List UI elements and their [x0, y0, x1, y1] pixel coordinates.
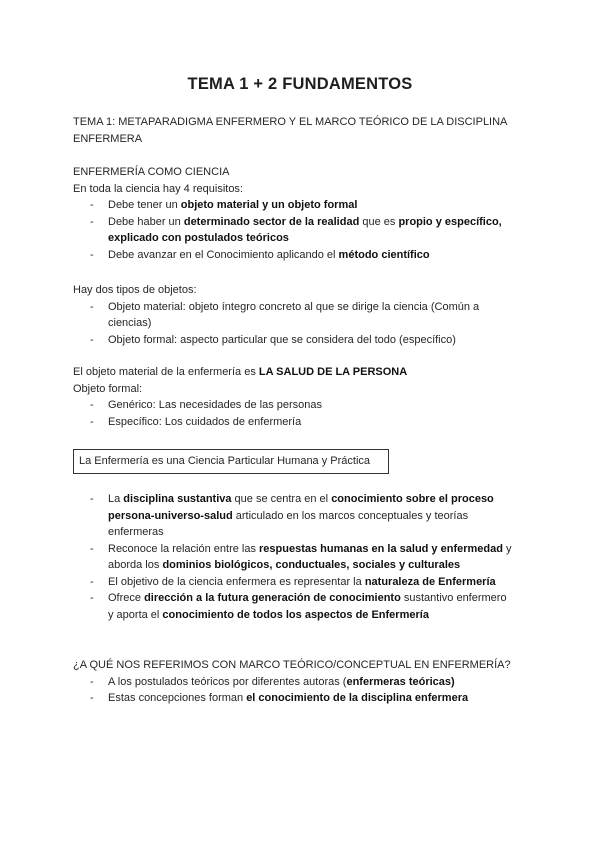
list-item	[73, 574, 528, 591]
list-item	[73, 197, 528, 214]
bold-text: objeto material y un objeto formal	[180, 199, 358, 211]
bullet-dash: -	[90, 493, 94, 505]
text: El objeto material de la enfermería es	[73, 366, 259, 378]
marco-heading: ¿A QUÉ NOS REFERIMOS CON MARCO TEÓRICO/CONCEPTUAL EN ENFERMERÍA?	[73, 659, 511, 671]
bold-text: respuestas humanas en la salud y enfermedad	[259, 542, 503, 555]
bold-text: método científico	[338, 248, 430, 261]
text: que es	[359, 215, 399, 228]
text: aborda los	[108, 559, 163, 571]
bullet-dash: -	[90, 675, 94, 688]
text: enfermeras	[108, 526, 164, 538]
ciencia-heading: ENFERMERÍA COMO CIENCIA	[73, 166, 230, 178]
bold-text: determinado sector de la realidad	[183, 215, 360, 228]
bullet-dash: -	[90, 415, 94, 428]
marco-section	[73, 657, 528, 707]
bold-text: LA SALUD DE LA PERSONA	[258, 366, 408, 378]
bullet-dash: -	[90, 575, 94, 588]
list-item	[73, 541, 528, 574]
list-item	[73, 414, 528, 431]
ciencia-section	[73, 164, 528, 263]
disciplina-section	[73, 491, 528, 623]
bullet-dash: -	[90, 300, 94, 313]
text: Objeto material: objeto íntegro concreto al que se dirige la ciencia (Común a	[108, 300, 480, 313]
list-item	[73, 397, 528, 414]
text: El objetivo de la ciencia enfermera es representar la	[108, 575, 365, 588]
bullet-dash: -	[90, 542, 94, 555]
text: La	[108, 493, 124, 505]
bullet-dash: -	[90, 399, 94, 411]
section-heading	[73, 114, 528, 147]
objetos-intro: Hay dos tipos de objetos:	[73, 284, 197, 296]
list-item	[73, 690, 528, 707]
text: Específico: Los cuidados de enfermería	[108, 415, 302, 428]
bold-text: persona-universo-salud	[108, 509, 233, 522]
text: Reconoce la relación entre las	[108, 542, 260, 555]
text: que se centra en el	[231, 493, 332, 505]
bold-text: conocimiento de todos los aspectos de Enfermería	[162, 608, 429, 621]
list-item	[73, 332, 528, 349]
text: Debe haber un	[108, 215, 184, 228]
bullet-dash: -	[90, 692, 94, 704]
list-item	[73, 247, 528, 264]
bold-text: enfermeras teóricas)	[346, 675, 455, 688]
bold-text: dominios biológicos, conductuales, sociales y culturales	[162, 559, 461, 571]
text: Ofrece	[108, 592, 145, 604]
list-item	[73, 214, 528, 247]
objetos-section	[73, 282, 528, 348]
bold-text: conocimiento sobre el proceso	[331, 493, 494, 505]
boxed-statement: La Enfermería es una Ciencia Particular Humana y Práctica	[73, 449, 389, 474]
list-item	[73, 674, 528, 691]
bullet-dash: -	[90, 215, 94, 228]
bold-text: propio y específico,	[398, 215, 502, 228]
salud-line-1	[73, 364, 528, 381]
page-title: TEMA 1 + 2 FUNDAMENTOS	[187, 75, 413, 93]
list-item	[73, 491, 528, 541]
text: Estas concepciones forman	[108, 692, 247, 704]
bullet-dash: -	[90, 248, 94, 261]
salud-section	[73, 364, 528, 430]
text: Objeto formal: aspecto particular que se considera del todo (específico)	[108, 333, 456, 346]
bullet-dash: -	[90, 592, 94, 604]
list-item	[73, 299, 528, 332]
text: y aporta el	[108, 608, 163, 621]
bold-text: explicado con postulados teóricos	[108, 232, 289, 244]
bullet-dash: -	[90, 333, 94, 346]
section-heading-line-1: TEMA 1: METAPARADIGMA ENFERMERO Y EL MARCO TEÓRICO DE LA DISCIPLINA	[73, 116, 508, 128]
text: ciencias)	[108, 317, 152, 329]
text: A los postulados teóricos por diferentes autoras (	[108, 675, 347, 688]
text: Genérico: Las necesidades de las personas	[108, 399, 323, 411]
bold-text: dirección a la futura generación de conocimiento	[144, 592, 401, 604]
text: y	[502, 542, 512, 555]
ciencia-intro: En toda la ciencia hay 4 requisitos:	[73, 182, 243, 195]
text: Debe avanzar en el Conocimiento aplicando el	[108, 248, 339, 261]
bold-text: naturaleza de Enfermería	[364, 575, 496, 588]
section-heading-line-2: ENFERMERA	[73, 132, 143, 145]
text: articulado en los marcos conceptuales y teorías	[232, 509, 469, 522]
list-item	[73, 590, 528, 623]
bold-text: disciplina sustantiva	[123, 493, 232, 505]
bold-text: el conocimiento de la disciplina enfermera	[246, 692, 469, 704]
text: Debe tener un	[108, 199, 181, 211]
bullet-dash: -	[90, 199, 94, 211]
salud-line-2: Objeto formal:	[73, 382, 143, 395]
text: sustantivo enfermero	[400, 592, 507, 604]
